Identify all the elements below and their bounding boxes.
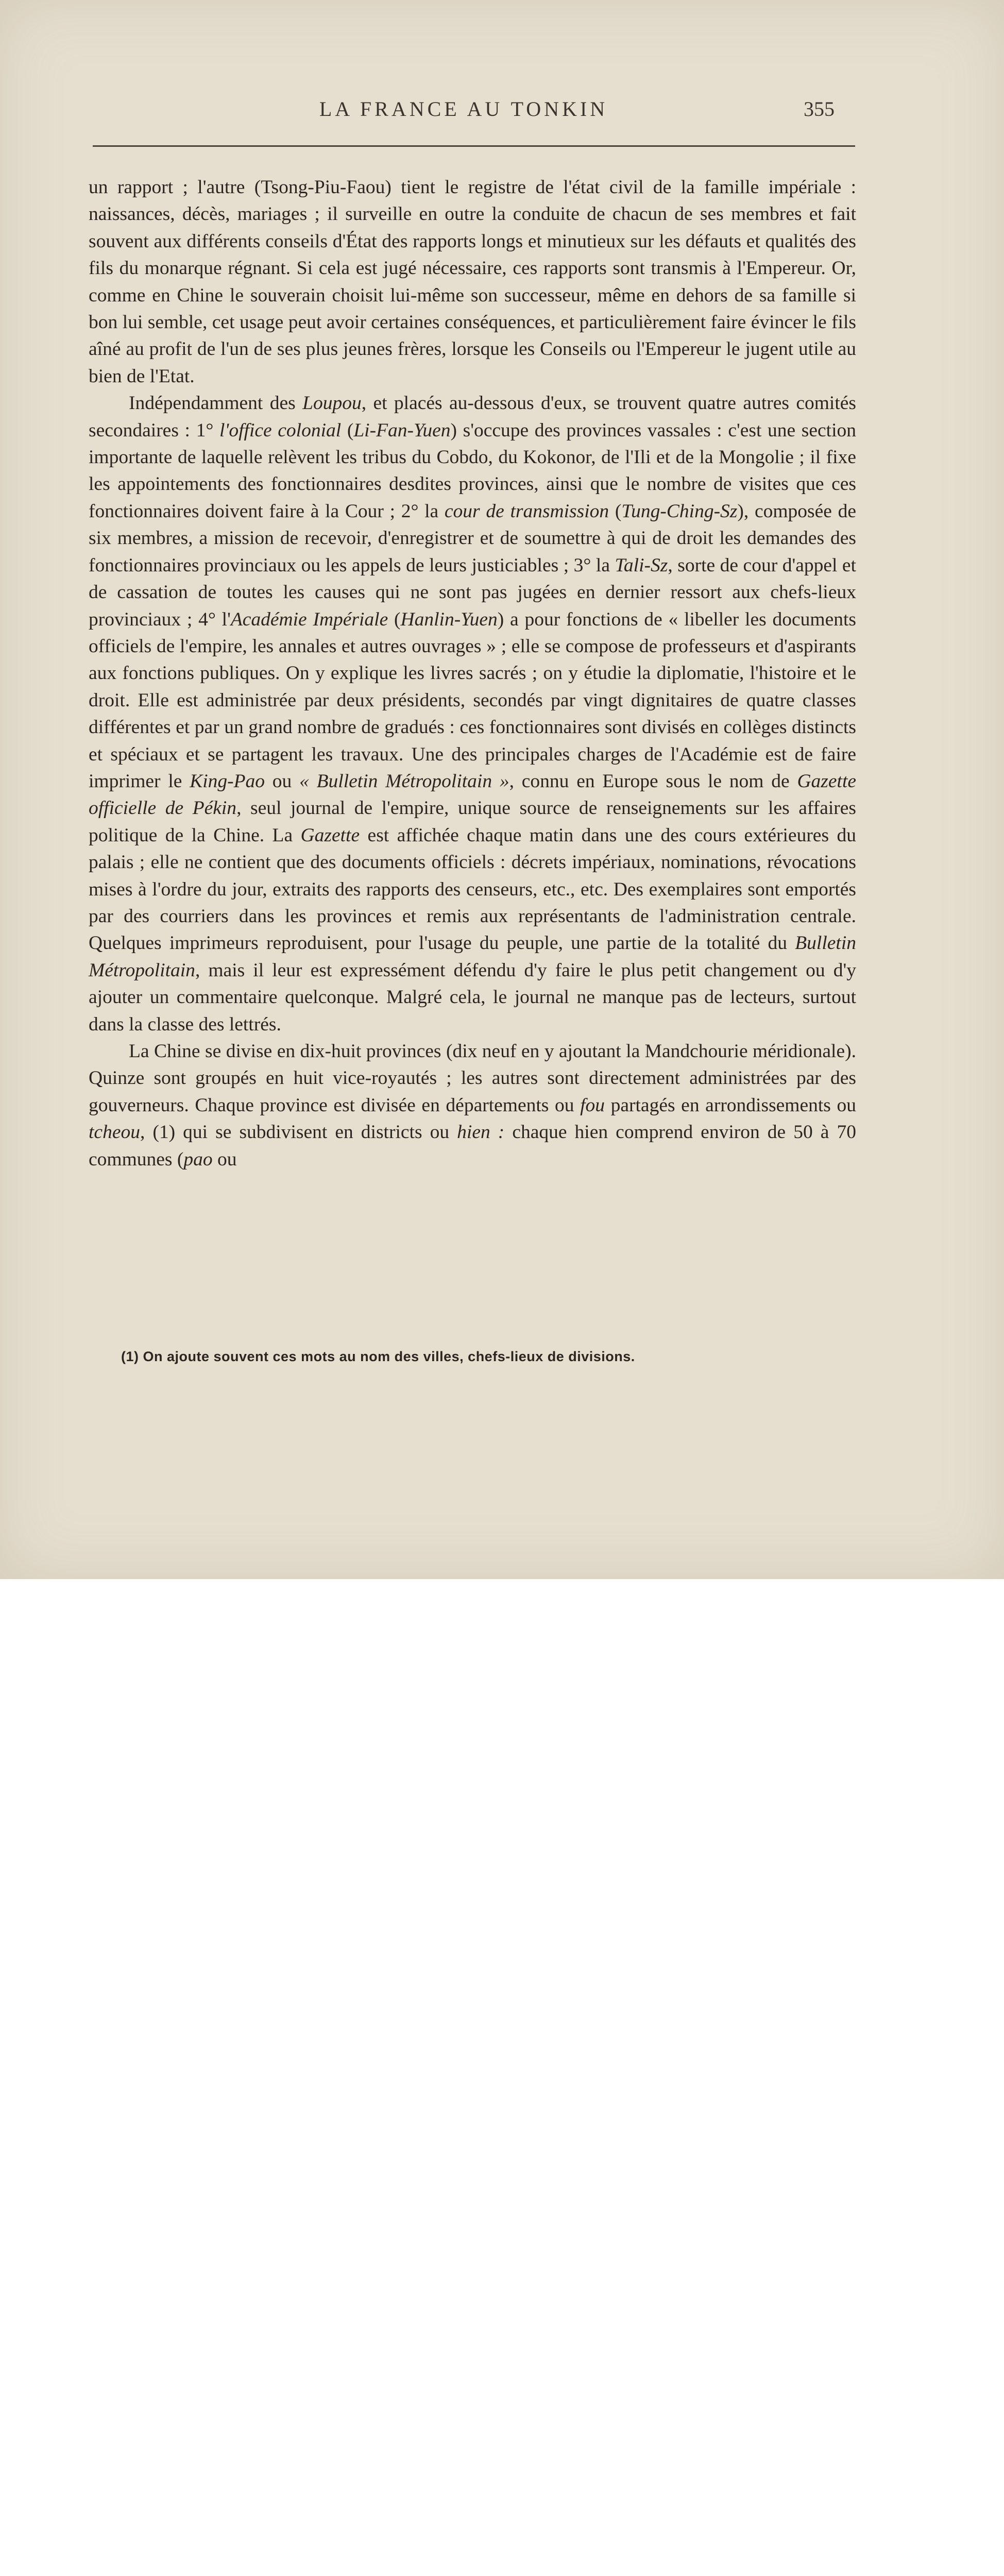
text-run: ou — [212, 1148, 237, 1170]
text-run: , connu en Europe sous le nom de — [509, 770, 797, 792]
italic-term: Gazette officielle de Pékin — [89, 770, 857, 819]
body-text — [89, 174, 856, 1173]
text-run: ( — [388, 608, 401, 630]
text-run: , seul journal de l'empire, unique source de renseignements sur les affaires politique de la Chine. La — [89, 798, 856, 846]
text-run: , mais il leur est expressément défendu d'y faire le plus petit changement ou d'y ajouter un commentaire quelconque. Malgré cela, le journal ne manque pas de lecteurs, surtout dans la classe des lettrés. — [89, 959, 856, 1035]
text-run: un rapport ; l'autre (Tsong-Piu-Faou) tient le registre de l'état civil de la famille impériale : naissances, décès, mariages ; il surveille en outre la conduite de chacun de ses membres et fait souvent aux différents conseils d'État des rapports longs et minutieux sur les défauts et qualités des fils du monarque régnant. Si cela est jugé nécessaire, ces rapports sont transmis à l'Empereur. Or, comme en Chine le souverain choisit lui-même son successeur, même en dehors de sa famille si bon lui semble, cet usage peut avoir certaines conséquences, et particulièrement faire évincer le fils aîné au profit de l'un de ses plus jeunes frères, lorsque les Conseils ou l'Empereur le jugent utile au bien de l'Etat. — [89, 177, 856, 387]
text-run: ou — [265, 770, 300, 792]
text-run: ) a pour fonctions de « libeller les documents officiels de l'empire, les annales et autres ouvrages » ; elle se compose de professeurs et d'aspirants aux fonctions publiques. On y explique les livres sacrés ; on y étudie la diplomatie, l'histoire et le droit. Elle est administrée par deux présidents, secondés par vingt dignitaires de quatre classes différentes et par un grand nombre de gradués : ces fonctionnaires sont divisés en collèges distincts et spéciaux et se partagent les travaux. Une des principales charges de l'Académie est de faire imprimer le — [89, 608, 856, 792]
header-rule — [93, 145, 855, 147]
paragraph — [89, 174, 856, 390]
footnote: (1) On ajoute souvent ces mots au nom des villes, chefs-lieux de divisions. — [121, 1349, 635, 1364]
italic-term: Hanlin-Yuen — [400, 608, 498, 630]
text-run: est affichée chaque matin dans une des cours extérieures du palais ; elle ne contient que des documents officiels : décrets impériaux, nominations, révocations mises à l'ordre du jour, extraits des rapports des censeurs, etc., etc. Des exemplaires sont emportés par des courriers dans les provinces et remis aux représentants de l'administration centrale. Quelques imprimeurs reproduisent, pour l'usage du peuple, une partie de la totalité du — [89, 824, 856, 954]
italic-term: Li-Fan-Yuen — [353, 419, 451, 441]
italic-term: hien : — [457, 1122, 505, 1143]
text-run: Indépendamment des — [129, 393, 303, 414]
italic-term: « Bulletin Métropolitain » — [299, 770, 509, 792]
running-title: LA FRANCE AU TONKIN — [319, 97, 608, 121]
italic-term: cour de transmission — [444, 500, 609, 522]
italic-term: Tung-Ching-Sz — [621, 500, 738, 522]
text-run: chaque hien comprend environ de 50 à 70 communes ( — [89, 1122, 856, 1170]
paragraph — [89, 1038, 856, 1173]
text-run: , (1) qui se subdivisent en districts ou — [140, 1122, 457, 1143]
italic-term: tcheou — [89, 1122, 140, 1143]
italic-term: Tali-Sz — [615, 554, 668, 576]
italic-term: Bulletin Métropolitain — [89, 933, 856, 981]
italic-term: fou — [580, 1094, 605, 1116]
text-run: ) s'occupe des provinces vassales : c'est une section importante de laquelle relèvent les tribus du Cobdo, du Kokonor, de l'Ili et de la Mongolie ; il fixe les appointements des fonctionnaires desdites provinces, ainsi que le nombre de visites que ces fonctionnaires doivent faire à la Cour ; 2° la — [89, 419, 856, 522]
italic-term: King-Pao — [190, 770, 265, 792]
text-run: La Chine se divise en dix-huit provinces (dix neuf en y ajoutant la Mandchourie méridionale). Quinze sont groupés en huit vice-royautés ; les autres sont directement administrées par des gouverneurs. Chaque province est divisée en départements ou — [89, 1041, 856, 1116]
italic-term: pao — [183, 1148, 213, 1170]
italic-term: Loupou — [302, 393, 362, 414]
page-header — [93, 92, 835, 133]
italic-term: Gazette — [300, 824, 360, 846]
text-run: partagés en arrondissements ou — [605, 1094, 856, 1116]
text-run: ( — [341, 419, 354, 441]
text-run: ), composée de six membres, a mission de recevoir, d'enregistrer et de soumettre à qui de droit les demandes des fonctionnaires provinciaux ou les appels de leurs justiciables ; 3° la — [89, 500, 857, 576]
text-run: , sorte de cour d'appel et de cassation de toutes les causes qui ne sont pas jugées en dernier ressort aux chefs-lieux provinciaux ; 4° l' — [89, 554, 856, 630]
text-run: ( — [609, 500, 622, 522]
page-number: 355 — [804, 97, 835, 121]
paragraph — [89, 390, 856, 1038]
italic-term: l'office colonial — [219, 419, 342, 441]
caption-area — [0, 1579, 1004, 1734]
text-run: , et placés au-dessous d'eux, se trouvent quatre autres comités secondaires : 1° — [89, 393, 857, 441]
italic-term: Académie Impériale — [230, 608, 388, 630]
